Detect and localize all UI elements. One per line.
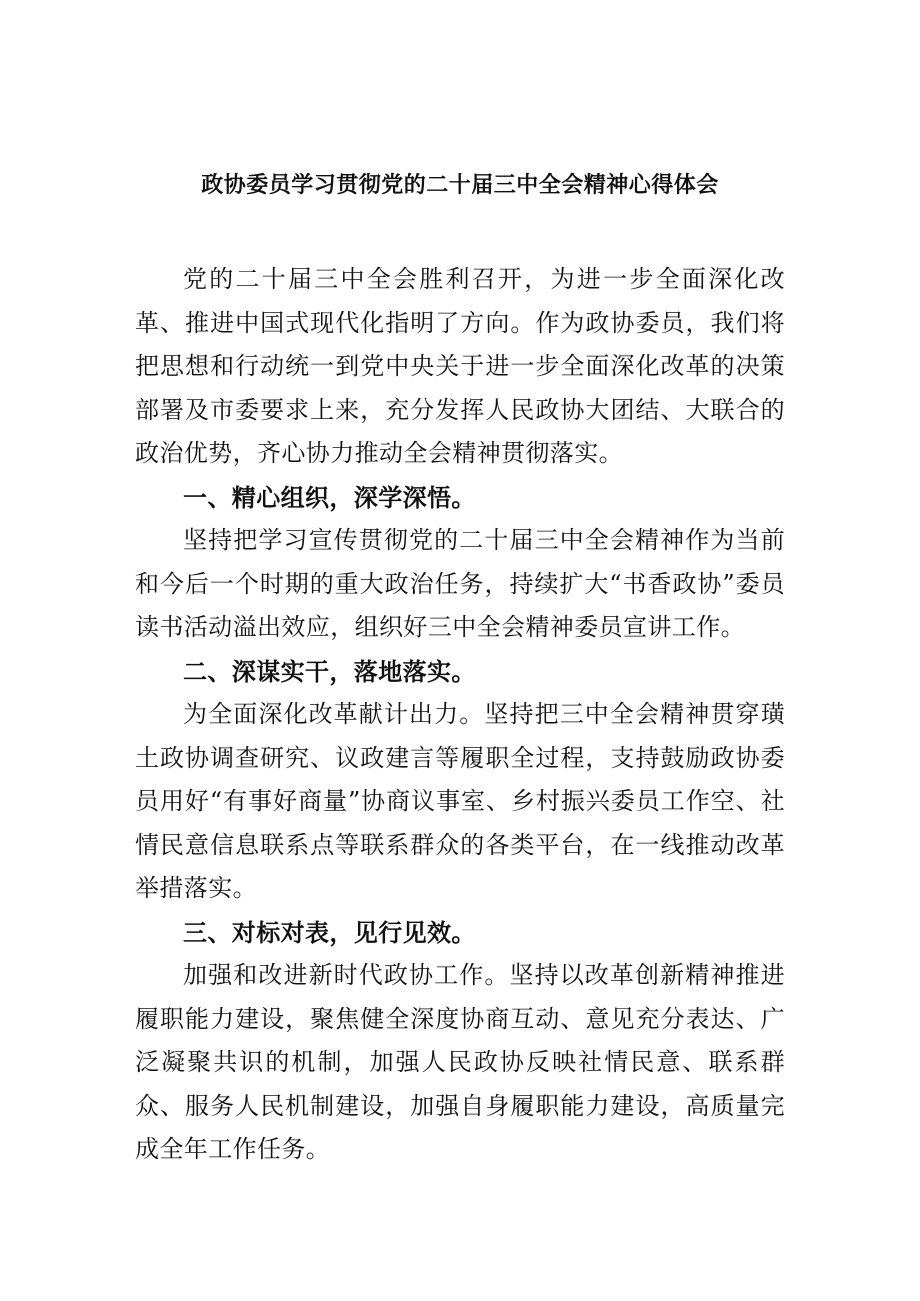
section-heading-3: 三、对标对表，见行见效。 [183,917,476,947]
intro-paragraph: 党的二十届三中全会胜利召开，为进一步全面深化改革、推进中国式现代化指明了方向。作为政协委员，我们将把思想和行动统一到党中央关于进一步全面深化改革的决策部署及市委要求上来，充分发挥人民政协大团结、大联合的政治优势，齐心协力推动全会精神贯彻落实。 [135,265,785,467]
section-paragraph-1: 坚持把学习宣传贯彻党的二十届三中全会精神作为当前和今后一个时期的重大政治任务，持续扩大“书香政协”委员读书活动溢出效应，组织好三中全会精神委员宣讲工作。 [135,526,785,641]
section-heading-2: 二、深谋实干，落地落实。 [183,656,476,686]
document-body [135,258,785,1172]
section-paragraph-3: 加强和改进新时代政协工作。坚持以改革创新精神推进履职能力建设，聚焦健全深度协商互动、意见充分表达、广泛凝聚共识的机制，加强人民政协反映社情民意、联系群众、服务人民机制建设，加强自身履职能力建设，高质量完成全年工作任务。 [135,961,785,1163]
section-heading-1: 一、精心组织，深学深悟。 [183,482,476,512]
section-paragraph-2: 为全面深化改革献计出力。坚持把三中全会精神贯穿璜土政协调查研究、议政建言等履职全过程，支持鼓励政协委员用好“有事好商量”协商议事室、乡村振兴委员工作空、社情民意信息联系点等联系群众的各类平台，在一线推动改革举措落实。 [135,700,785,902]
document-title: 政协委员学习贯彻党的二十届三中全会精神心得体会 [201,172,719,198]
